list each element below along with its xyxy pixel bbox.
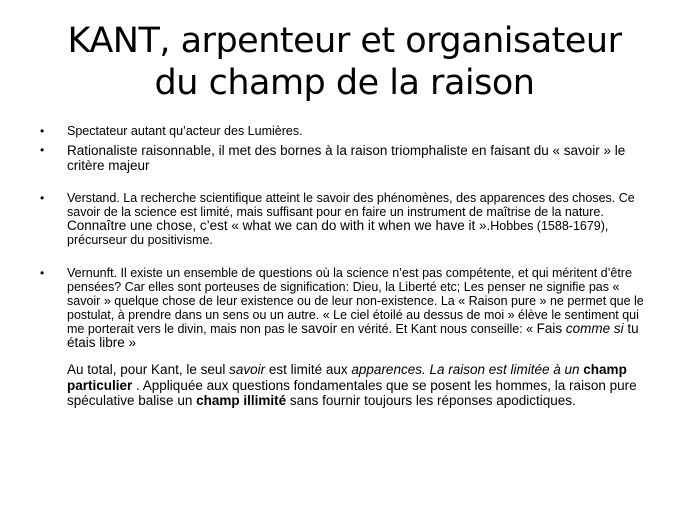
conclusion-italic: savoir — [229, 362, 266, 377]
bullet-text: Verstand. La recherche scientifique atteint le savoir des phénomènes, des apparences des choses. Ce savoir de la science est limité, mais suffisant pour en faire un instrument de maîtrise de la nature. — [67, 191, 635, 219]
bullet-dot-icon: • — [40, 143, 45, 157]
slide-title — [20, 20, 669, 104]
bullet-item — [40, 266, 645, 350]
bullet-item — [40, 143, 645, 173]
bullet-text: en vérité. Et Kant nous conseille: « — [337, 322, 537, 336]
bullet-dot-icon: • — [40, 191, 45, 205]
bullet-item — [40, 124, 645, 138]
bullet-dot-icon: • — [40, 266, 45, 280]
conclusion-text: Au total, pour Kant, le seul — [67, 362, 230, 377]
bullet-text-emphasis: tu étais libre » — [67, 321, 639, 350]
bullet-list — [40, 124, 645, 350]
bullet-text: Vernunft. Il existe un ensemble de questions où la science n’est pas compétente, et qui méritent d’être pensées? Car elles sont porteuses de signification: Dieu, la Liberté etc; Les penser ne signifie pas « savoir » quelque chose de leur existence ou de leur non-existence. La « Raison pure » ne permet que le postulat, à prendre dans un sens ou un autre. « Le ciel étoilé au dessus de moi » élève le sentiment qui me porterait vers le divin, mais non pas le — [67, 266, 644, 336]
bullet-text-emphasis: Connaître une chose, c’est « what we can do with it when we have it ». — [67, 218, 491, 233]
bullet-text-emphasis: Fais — [536, 321, 566, 336]
bullet-text-italic: comme si — [565, 321, 624, 336]
title-line-1: KANT, arpenteur et organisateur — [67, 21, 622, 61]
conclusion-text: . Appliquée aux questions fondamentales que se posent les hommes, la raison pure spéculative balise un — [67, 377, 637, 408]
bullet-item — [40, 191, 645, 247]
conclusion-bold: champ particulier — [67, 362, 627, 393]
bullet-text-emphasis: savoir — [301, 321, 338, 336]
bullet-text: Spectateur autant qu’acteur des Lumières. — [67, 124, 303, 138]
conclusion-text: sans fournir toujours les réponses apodictiques. — [286, 393, 576, 408]
bullet-dot-icon: • — [40, 124, 45, 138]
conclusion-paragraph — [67, 362, 637, 409]
conclusion-text: est limité aux — [265, 362, 352, 377]
conclusion-bold: champ illimité — [196, 393, 287, 408]
bullet-text: Hobbes (1588-1679), précurseur du positivisme. — [67, 219, 609, 247]
conclusion-italic: apparences. La raison est limitée à un — [351, 362, 584, 377]
title-line-2: du champ de la raison — [154, 63, 535, 103]
bullet-text: Rationaliste raisonnable, il met des bornes à la raison triomphaliste en faisant du « savoir » le critère majeur — [67, 143, 626, 173]
